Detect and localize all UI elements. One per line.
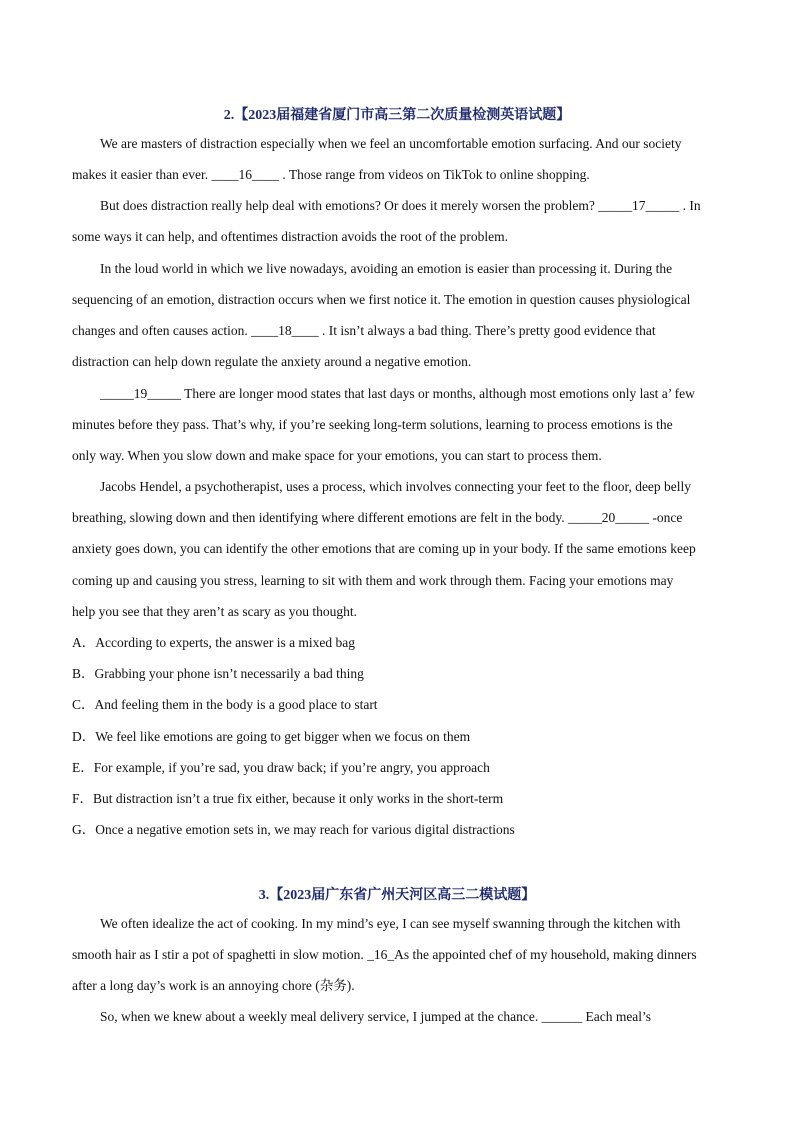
option-a: A．According to experts, the answer is a mixed bag xyxy=(72,635,356,650)
section-2-line: But does distraction really help deal with emotions? Or does it merely worsen the problem? _____17_____ . In xyxy=(100,198,701,213)
option-e: E．For example, if you’re sad, you draw back; if you’re angry, you approach xyxy=(72,760,490,775)
section-2-line: only way. When you slow down and make space for your emotions, you can start to process them. xyxy=(72,448,602,463)
option-d: D．We feel like emotions are going to get bigger when we focus on them xyxy=(72,729,471,744)
section-2-line: anxiety goes down, you can identify the other emotions that are coming up in your body. If the same emotions keep xyxy=(72,541,696,556)
section-2-line: sequencing of an emotion, distraction occurs when we first notice it. The emotion in question causes physiological xyxy=(72,292,691,307)
section-2-line: distraction can help down regulate the anxiety around a negative emotion. xyxy=(72,354,472,369)
section-3-line: after a long day’s work is an annoying chore (杂务). xyxy=(72,978,355,993)
section-2-line: Jacobs Hendel, a psychotherapist, uses a process, which involves connecting your feet to the floor, deep belly xyxy=(100,479,692,494)
section-2-line: changes and often causes action. ____18____ . It isn’t always a bad thing. There’s pretty good evidence that xyxy=(72,323,656,338)
section-2-line: We are masters of distraction especially when we feel an uncomfortable emotion surfacing. And our society xyxy=(100,136,682,151)
section-2-line: breathing, slowing down and then identifying where different emotions are felt in the body. _____20_____ -once xyxy=(72,510,683,525)
section-3-line: smooth hair as I stir a pot of spaghetti in slow motion. _16_As the appointed chef of my household, making dinners xyxy=(72,947,697,962)
section-3-line: So, when we knew about a weekly meal delivery service, I jumped at the chance. ______ Each meal’s xyxy=(100,1009,652,1024)
section-2-line: _____19_____ There are longer mood states that last days or months, although most emotions only last a’ few xyxy=(100,386,695,401)
option-f: F．But distraction isn’t a true fix either, because it only works in the short-term xyxy=(72,791,504,806)
section-2-line: coming up and causing you stress, learning to sit with them and work through them. Facing your emotions may xyxy=(72,573,674,588)
option-c: C．And feeling them in the body is a good place to start xyxy=(72,697,378,712)
section-3-line: We often idealize the act of cooking. In my mind’s eye, I can see myself swanning through the kitchen with xyxy=(100,916,681,931)
section-2-line: makes it easier than ever. ____16____ . Those range from videos on TikTok to online shopping. xyxy=(72,167,590,182)
section-2-line: some ways it can help, and oftentimes distraction avoids the root of the problem. xyxy=(72,229,509,244)
option-b: B．Grabbing your phone isn’t necessarily a bad thing xyxy=(72,666,364,681)
option-g: G．Once a negative emotion sets in, we may reach for various digital distractions xyxy=(72,822,515,837)
section-2-line: minutes before they pass. That’s why, if you’re seeking long-term solutions, learning to process emotions is the xyxy=(72,417,673,432)
section-2-line: In the loud world in which we live nowadays, avoiding an emotion is easier than processing it. During the xyxy=(100,261,673,276)
section-2-line: help you see that they aren’t as scary as you thought. xyxy=(72,604,358,619)
section-3-heading: 3.【2023届广东省广州天河区高三二模试题】 xyxy=(258,888,536,903)
section-2-heading: 2.【2023届福建省厦门市高三第二次质量检测英语试题】 xyxy=(223,108,571,123)
